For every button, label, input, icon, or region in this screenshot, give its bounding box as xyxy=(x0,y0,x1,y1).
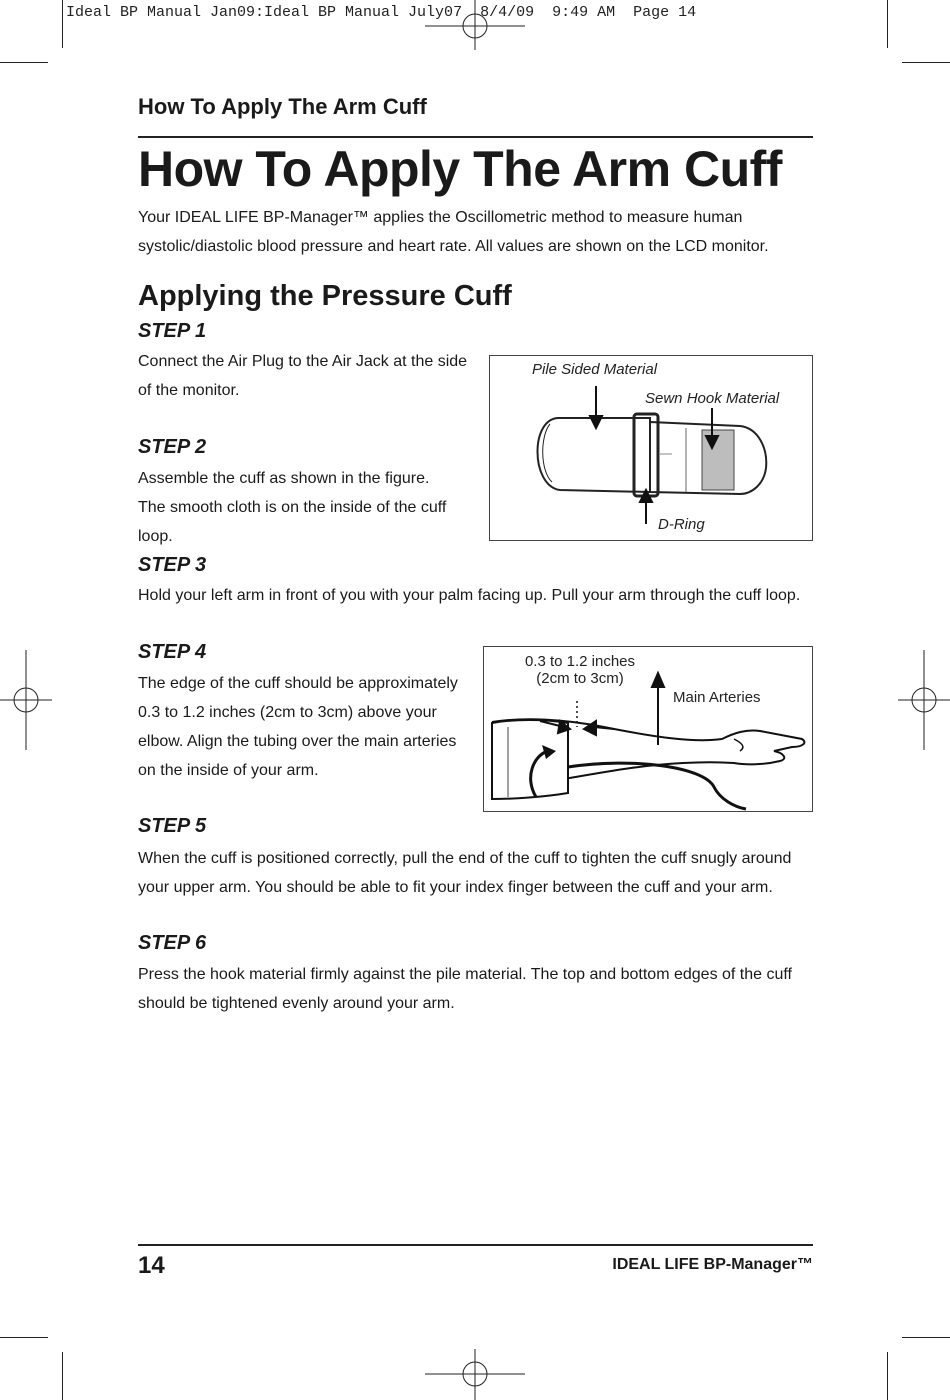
arm-position-figure xyxy=(483,646,813,812)
step-1-label: STEP 1 xyxy=(138,320,207,342)
step-3-text: Hold your left arm in front of you with your palm facing up. Pull your arm through the cuff loop. xyxy=(138,587,801,604)
pile-material-label: Pile Sided Material xyxy=(532,361,658,378)
step-3-label: STEP 3 xyxy=(138,554,207,576)
distance-label xyxy=(520,653,640,687)
page-number: 14 xyxy=(138,1252,165,1279)
step-5-text: When the cuff is positioned correctly, pull the end of the cuff to tighten the cuff snugly around your upper arm. You should be able to fit your index finger between the cuff and your arm. xyxy=(138,850,792,896)
distance-line-2: (2cm to 3cm) xyxy=(536,670,624,687)
step-6-text: Press the hook material firmly against the pile material. The top and bottom edges of the cuff should be tightened evenly around your arm. xyxy=(138,966,792,1012)
step-5-label: STEP 5 xyxy=(138,815,207,837)
running-head: How To Apply The Arm Cuff xyxy=(138,94,427,119)
cuff-assembly-figure xyxy=(489,355,813,541)
footer-rule xyxy=(138,1244,813,1246)
section-heading: Applying the Pressure Cuff xyxy=(138,280,512,312)
footer-product-name: IDEAL LIFE BP-Manager™ xyxy=(612,1256,813,1273)
hook-material-label: Sewn Hook Material xyxy=(645,390,780,407)
step-2-label: STEP 2 xyxy=(138,436,207,458)
step-6-label: STEP 6 xyxy=(138,932,207,954)
header-rule xyxy=(138,136,813,138)
step-2-text: Assemble the cuff as shown in the figure. The smooth cloth is on the inside of the cuff loop. xyxy=(138,470,447,545)
intro-paragraph: Your IDEAL LIFE BP-Manager™ applies the Oscillometric method to measure human systolic/diastolic blood pressure and heart rate. All values are shown on the LCD monitor. xyxy=(138,209,769,255)
page-title: How To Apply The Arm Cuff xyxy=(138,141,782,197)
d-ring-label: D-Ring xyxy=(658,516,705,533)
main-arteries-label: Main Arteries xyxy=(673,689,761,706)
step-4-label: STEP 4 xyxy=(138,641,207,663)
cuff-illustration xyxy=(490,356,812,540)
printer-slug: Ideal BP Manual Jan09:Ideal BP Manual July07 8/4/09 9:49 AM Page 14 xyxy=(66,4,697,21)
distance-line-1: 0.3 to 1.2 inches xyxy=(524,653,636,670)
step-4-text: The edge of the cuff should be approximately 0.3 to 1.2 inches (2cm to 3cm) above your elbow. Align the tubing over the main arteries on the inside of your arm. xyxy=(138,675,458,779)
step-1-text: Connect the Air Plug to the Air Jack at the side of the monitor. xyxy=(138,353,468,399)
